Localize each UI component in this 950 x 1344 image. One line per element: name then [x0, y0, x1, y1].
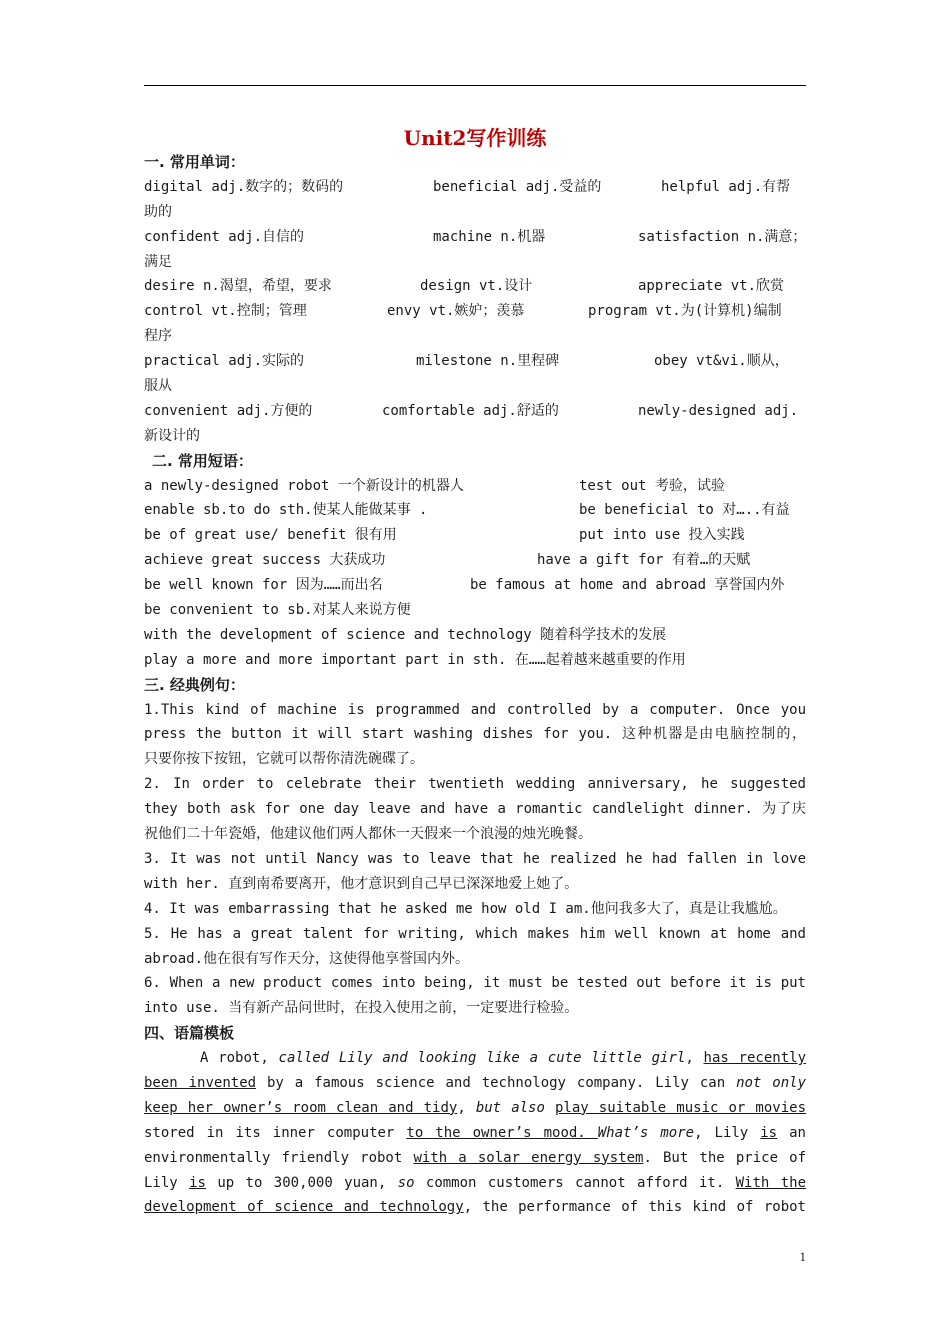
- word-row: confident adj.自信的 machine n.机器 satisfaction n.满意；: [144, 228, 806, 245]
- document-body: [144, 150, 806, 1220]
- example-line: 4. It was embarrassing that he asked me how old I am.他问我多大了，真是让我尴尬。: [144, 900, 787, 917]
- example-line: 3. It was not until Nancy was to leave that he realized he had fallen in love: [144, 850, 806, 867]
- section-heading-words: 一. 常用单词：: [144, 153, 245, 171]
- template-line: A robot, called Lily and looking like a cute little girl, has recently: [200, 1050, 806, 1067]
- word-row: 满足: [144, 253, 172, 270]
- section-heading-phrases: 二. 常用短语：: [152, 451, 253, 470]
- word-row: 助的: [144, 203, 172, 220]
- example-line: they both ask for one day leave and have a romantic candlelight dinner. 为了庆: [144, 801, 806, 818]
- word-row: convenient adj.方便的 comfortable adj.舒适的 newly-designed adj.: [144, 402, 799, 419]
- template-line: keep her owner’s room clean and tidy, but also play suitable music or movies: [144, 1099, 806, 1116]
- example-line: 2. In order to celebrate their twentieth wedding anniversary, he suggested: [144, 776, 806, 793]
- example-line: 5. He has a great talent for writing, which makes him well known at home and: [144, 925, 806, 942]
- template-line: stored in its inner computer to the owner’s mood. What’s more, Lily is an: [144, 1124, 806, 1141]
- example-line: 只要你按下按钮，它就可以帮你清洗碗碟了。: [144, 751, 424, 768]
- section-heading-examples: 三. 经典例句：: [144, 675, 245, 694]
- page-title: Unit2写作训练: [403, 126, 547, 150]
- word-row: practical adj.实际的 milestone n.里程碑 obey vt&vi.顺从，: [144, 353, 789, 370]
- word-row: desire n.渴望，希望，要求 design vt.设计 appreciate vt.欣赏: [144, 278, 785, 295]
- template-line: development of science and technology, the performance of this kind of robot: [144, 1199, 806, 1216]
- header-rule: [144, 85, 806, 86]
- example-line: 1.This kind of machine is programmed and controlled by a computer. Once you: [144, 701, 806, 718]
- template-line: been invented by a famous science and technology company. Lily can not only: [144, 1074, 806, 1091]
- template-line: Lily is up to 300,000 yuan, so common customers cannot afford it. With the: [144, 1174, 806, 1191]
- phrase-row: enable sb.to do sth.使某人能做某事 . be beneficial to 对…..有益: [144, 502, 790, 519]
- example-line: with her. 直到南希要离开，他才意识到自己早已深深地爱上她了。: [144, 875, 579, 892]
- phrase-row: be well known for 因为……而出名 be famous at home and abroad 享誉国内外: [144, 577, 785, 594]
- example-line: 6. When a new product comes into being, it must be tested out before it is put: [144, 975, 806, 992]
- section-heading-template: 四、语篇模板: [144, 1024, 235, 1043]
- page-number: 1: [799, 1249, 806, 1264]
- phrase-row: play a more and more important part in sth. 在……起着越来越重要的作用: [144, 651, 686, 668]
- phrase-row: a newly-designed robot 一个新设计的机器人 test out 考验，试验: [144, 477, 725, 494]
- example-line: abroad.他在很有写作天分，这使得他享誉国内外。: [144, 950, 469, 967]
- word-row: 服从: [144, 378, 172, 395]
- example-line: into use. 当有新产品问世时，在投入使用之前，一定要进行检验。: [144, 1000, 579, 1017]
- word-row: 新设计的: [144, 427, 200, 444]
- word-row: control vt.控制；管理 envy vt.嫉妒；羡慕 program vt.为(计算机)编制: [144, 303, 782, 320]
- word-row: digital adj.数字的；数码的 beneficial adj.受益的 helpful adj.有帮: [144, 178, 791, 195]
- template-line: environmentally friendly robot with a solar energy system. But the price of: [144, 1149, 806, 1166]
- phrase-row: be of great use/ benefit 很有用 put into use 投入实践: [144, 527, 745, 544]
- phrase-row: be convenient to sb.对某人来说方便: [144, 602, 411, 619]
- word-row: 程序: [144, 328, 172, 345]
- phrase-row: with the development of science and technology 随着科学技术的发展: [144, 626, 667, 643]
- example-line: 祝他们二十年瓷婚，他建议他们两人都休一天假来一个浪漫的烛光晚餐。: [144, 826, 592, 843]
- example-line: press the button it will start washing dishes for you. 这种机器是由电脑控制的，: [144, 726, 806, 743]
- phrase-row: achieve great success 大获成功 have a gift for 有着…的天赋: [144, 552, 751, 569]
